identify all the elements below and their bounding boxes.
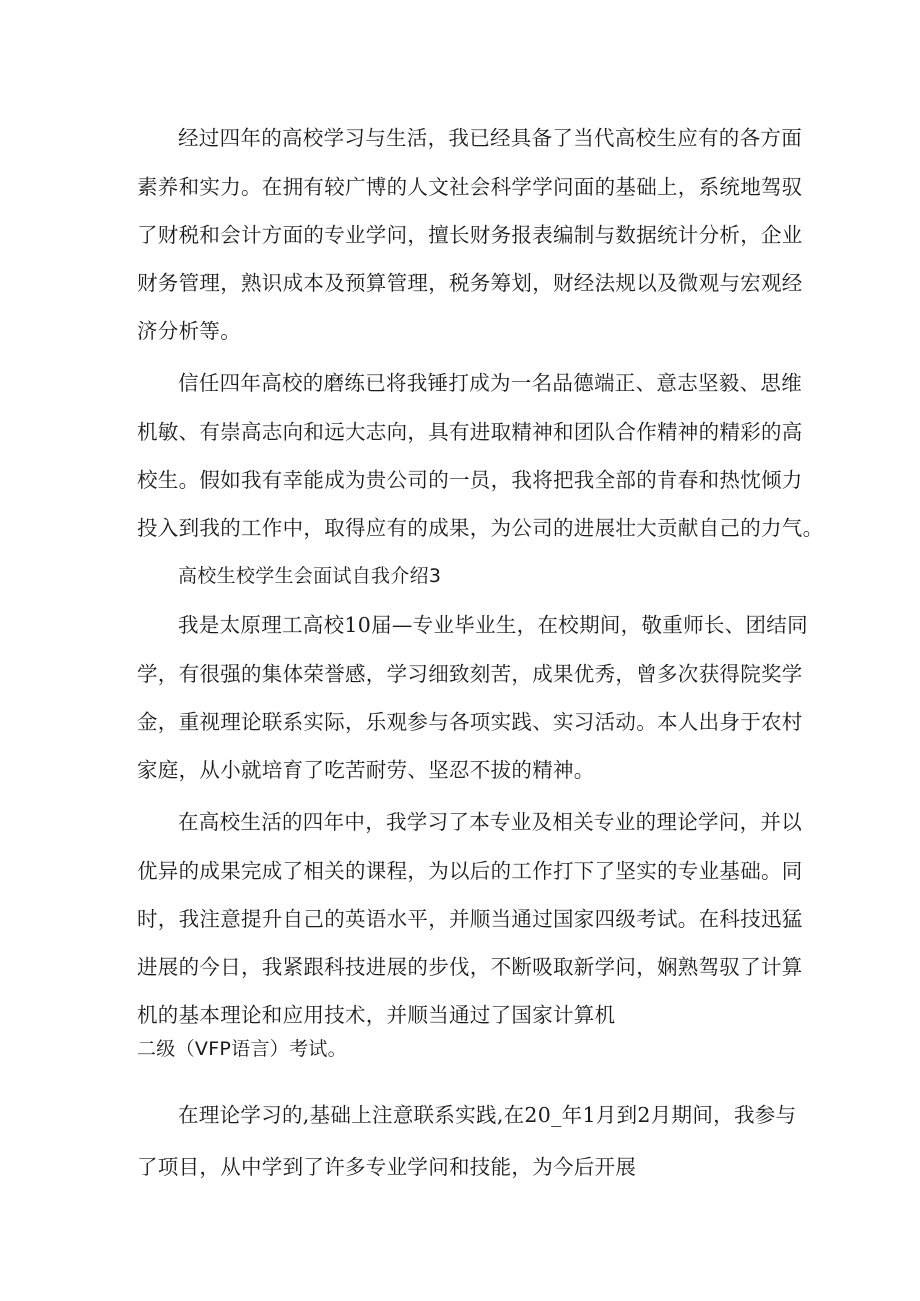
- paragraph-1-line-5: 济分析等。: [137, 319, 241, 343]
- paragraph-3-line-4: 家庭，从小就培育了吃苦耐劳、坚忍不拔的精神。: [137, 758, 595, 782]
- paragraph-5-line-2: 了项目，从中学到了许多专业学问和技能，为今后开展: [137, 1155, 637, 1179]
- paragraph-1-line-3: 了财税和会计方面的专业学问，擅长财务报表编制与数据统计分析，企业: [137, 223, 803, 247]
- paragraph-4-line-2: 优异的成果完成了相关的课程，为以后的工作打下了坚实的专业基础。同: [137, 859, 803, 883]
- paragraph-3-line-2: 学，有很强的集体荣誉感，学习细致刻苦，成果优秀，曾多次获得院奖学: [137, 662, 803, 686]
- paragraph-2-line-2: 机敏、有崇高志向和远大志向，具有进取精神和团队合作精神的精彩的高: [137, 420, 803, 444]
- paragraph-3-line-1: 我是太原理工高校10届—专业毕业生，在校期间，敬重师长、团结同: [178, 613, 808, 637]
- paragraph-4-line-3: 时，我注意提升自己的英语水平，并顺当通过国家四级考试。在科技迅猛: [137, 907, 803, 931]
- paragraph-1-line-2: 素养和实力。在拥有较广博的人文社会科学学问面的基础上，系统地驾驭: [137, 175, 803, 199]
- section-heading: 高校生校学生会面试自我介绍3: [178, 565, 442, 587]
- paragraph-1-line-1: 经过四年的高校学习与生活，我已经具备了当代高校生应有的各方面: [178, 126, 802, 150]
- paragraph-4-line-1: 在高校生活的四年中，我学习了本专业及相关专业的理论学问，并以: [178, 810, 802, 834]
- paragraph-4-line-6: 二级（VFP语言）考试。: [137, 1038, 347, 1060]
- paragraph-1-line-4: 财务管理，熟识成本及预算管理，税务筹划，财经法规以及微观与宏观经: [137, 271, 803, 295]
- paragraph-3-line-3: 金，重视理论联系实际，乐观参与各项实践、实习活动。本人出身于农村: [137, 710, 803, 734]
- paragraph-2-line-3: 校生。假如我有幸能成为贵公司的一员，我将把我全部的肯春和热忱倾力: [137, 468, 803, 492]
- paragraph-5-line-1: 在理论学习的,基础上注意联系实践,在20_年1月到2月期间，我参与: [178, 1103, 797, 1127]
- paragraph-2-line-1: 信任四年高校的磨练已将我锤打成为一名品德端正、意志坚毅、思维: [178, 371, 802, 395]
- paragraph-4-line-5: 机的基本理论和应用技术，并顺当通过了国家计算机: [137, 1003, 616, 1027]
- paragraph-2-line-4: 投入到我的工作中，取得应有的成果，为公司的进展壮大贡献自己的力气。: [137, 516, 824, 540]
- paragraph-4-line-4: 进展的今日，我紧跟科技进展的步伐，不断吸取新学问，娴熟驾驭了计算: [137, 955, 803, 979]
